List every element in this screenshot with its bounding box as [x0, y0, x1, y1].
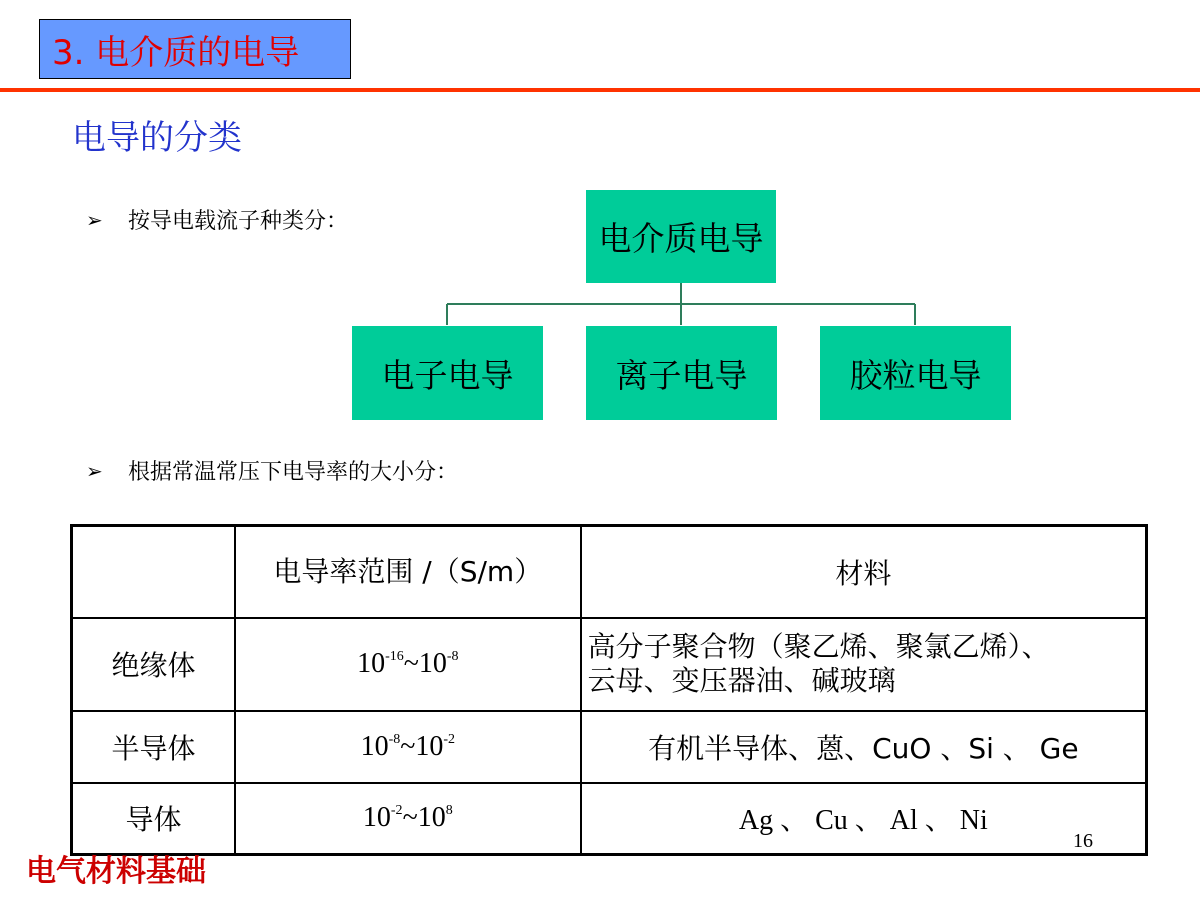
range-separator: ~	[400, 730, 416, 762]
row-range	[235, 783, 581, 855]
range-base: 10	[418, 648, 447, 679]
range-exponent: -2	[390, 803, 403, 819]
slide-title-text: 3. 电介质的电导	[52, 32, 300, 73]
header-cell-material: 材料	[581, 526, 1147, 618]
range-exponent: -8	[388, 731, 401, 747]
child-node-label: 电子电导	[381, 355, 514, 395]
bullet-arrow-icon: ➢	[86, 207, 103, 232]
bullet-arrow-icon: ➢	[86, 458, 103, 483]
materials-line: 云母、变压器油、碱玻璃	[587, 664, 896, 697]
bullet-text: 根据常温常压下电导率的大小分：	[128, 460, 459, 485]
bullet-text: 按导电载流子种类分：	[128, 209, 349, 234]
table-row	[72, 618, 1147, 711]
page-number: 16	[1073, 830, 1093, 852]
child-node-ion	[586, 326, 777, 420]
header-range-text: 电导率范围 /（S/m）	[273, 554, 543, 588]
section-heading: 电导的分类	[72, 118, 242, 158]
row-materials: 有机半导体、蒽、CuO 、Si 、 Ge	[581, 711, 1147, 783]
header-cell-empty	[72, 526, 235, 618]
range-separator: ~	[403, 648, 419, 679]
range-base: 10	[417, 802, 446, 834]
bullet-conductivity	[86, 455, 458, 486]
conductivity-table	[70, 524, 1148, 856]
table-header-row	[72, 526, 1147, 618]
range-exponent: -8	[446, 649, 459, 664]
root-node-label: 电介质电导	[598, 219, 764, 258]
row-materials: Ag 、 Cu 、 Al 、 Ni	[581, 783, 1147, 855]
row-materials	[581, 618, 1147, 711]
range-base: 10	[357, 648, 386, 679]
range-separator: ~	[402, 802, 418, 834]
row-name: 导体	[72, 783, 235, 855]
range-base: 10	[360, 730, 389, 762]
range-base: 10	[362, 802, 391, 834]
table-row	[72, 711, 1147, 783]
materials-line: 高分子聚合物（聚乙烯、聚氯乙烯）、	[587, 630, 1050, 663]
table-row	[72, 783, 1147, 855]
row-name: 绝缘体	[72, 618, 235, 711]
row-range	[235, 711, 581, 783]
child-node-label: 离子电导	[615, 355, 748, 395]
child-node-colloid	[820, 326, 1011, 420]
footer-course-title: 电气材料基础	[26, 854, 206, 889]
root-node	[586, 190, 776, 283]
row-name: 半导体	[72, 711, 235, 783]
row-range	[235, 618, 581, 711]
range-exponent: -16	[385, 649, 404, 664]
header-cell-range	[235, 526, 581, 618]
range-base: 10	[415, 730, 444, 762]
child-node-label: 胶粒电导	[849, 355, 982, 395]
range-exponent: -2	[443, 731, 456, 747]
range-exponent: 8	[445, 803, 453, 819]
child-node-electron	[352, 326, 543, 420]
